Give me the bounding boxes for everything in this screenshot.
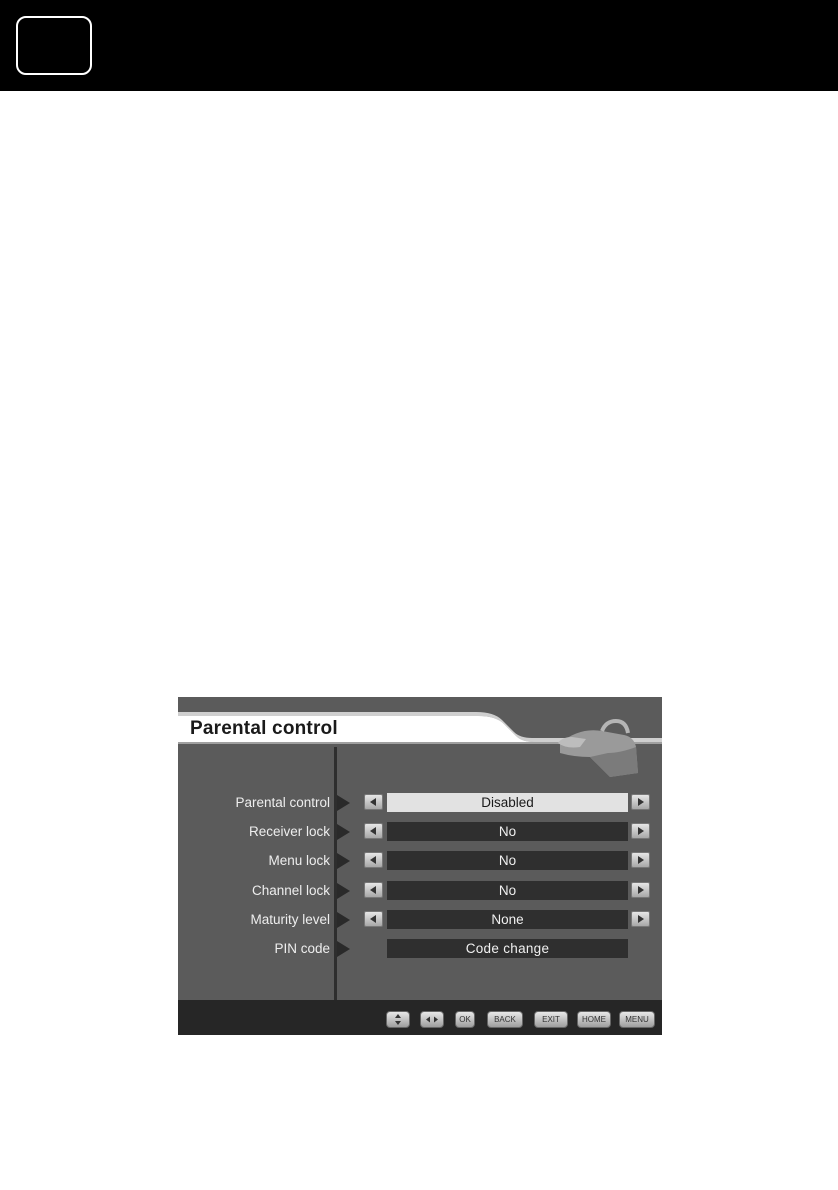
row-parental-control[interactable] bbox=[178, 792, 662, 814]
exit-key[interactable]: EXIT bbox=[534, 1011, 568, 1028]
left-arrow-icon[interactable] bbox=[364, 823, 383, 839]
right-arrow-icon[interactable] bbox=[631, 882, 650, 898]
row-channel-lock[interactable] bbox=[178, 880, 662, 902]
back-key[interactable]: BACK bbox=[487, 1011, 523, 1028]
row-pointer-icon bbox=[337, 853, 350, 869]
left-arrow-icon[interactable] bbox=[364, 852, 383, 868]
left-arrow-icon[interactable] bbox=[364, 882, 383, 898]
row-label: Maturity level bbox=[250, 912, 330, 927]
menu-divider-line bbox=[334, 747, 337, 1002]
left-right-arrows-icon[interactable] bbox=[420, 1011, 444, 1028]
row-value[interactable]: No bbox=[387, 822, 628, 841]
right-arrow-icon[interactable] bbox=[631, 852, 650, 868]
row-pointer-icon bbox=[337, 795, 350, 811]
right-arrow-icon[interactable] bbox=[631, 794, 650, 810]
right-arrow-icon[interactable] bbox=[631, 823, 650, 839]
row-label: Parental control bbox=[235, 795, 330, 810]
row-value[interactable]: No bbox=[387, 881, 628, 900]
row-pointer-icon bbox=[337, 941, 350, 957]
page-number-box bbox=[16, 16, 92, 75]
row-pin-code[interactable] bbox=[178, 938, 662, 960]
home-key[interactable]: HOME bbox=[577, 1011, 611, 1028]
row-pointer-icon bbox=[337, 912, 350, 928]
row-maturity-level[interactable] bbox=[178, 909, 662, 931]
row-pointer-icon bbox=[337, 883, 350, 899]
remote-key-bar bbox=[178, 1000, 662, 1035]
ok-key[interactable]: OK bbox=[455, 1011, 475, 1028]
padlock-key-icon bbox=[550, 713, 642, 779]
code-change-button[interactable]: Code change bbox=[387, 939, 628, 958]
right-arrow-icon[interactable] bbox=[631, 911, 650, 927]
row-label: PIN code bbox=[274, 941, 330, 956]
row-menu-lock[interactable] bbox=[178, 850, 662, 872]
row-receiver-lock[interactable] bbox=[178, 821, 662, 843]
row-value[interactable]: Disabled bbox=[387, 793, 628, 812]
screen-title: Parental control bbox=[190, 718, 338, 739]
row-label: Receiver lock bbox=[248, 824, 330, 839]
left-arrow-icon[interactable] bbox=[364, 794, 383, 810]
up-down-arrows-icon[interactable] bbox=[386, 1011, 410, 1028]
row-value[interactable]: No bbox=[387, 851, 628, 870]
parental-control-screen bbox=[178, 697, 662, 1035]
menu-key[interactable]: MENU bbox=[619, 1011, 655, 1028]
row-label: Menu lock bbox=[268, 853, 330, 868]
left-arrow-icon[interactable] bbox=[364, 911, 383, 927]
row-pointer-icon bbox=[337, 824, 350, 840]
page-header-band bbox=[0, 0, 838, 91]
row-value[interactable]: None bbox=[387, 910, 628, 929]
row-label: Channel lock bbox=[251, 883, 330, 898]
